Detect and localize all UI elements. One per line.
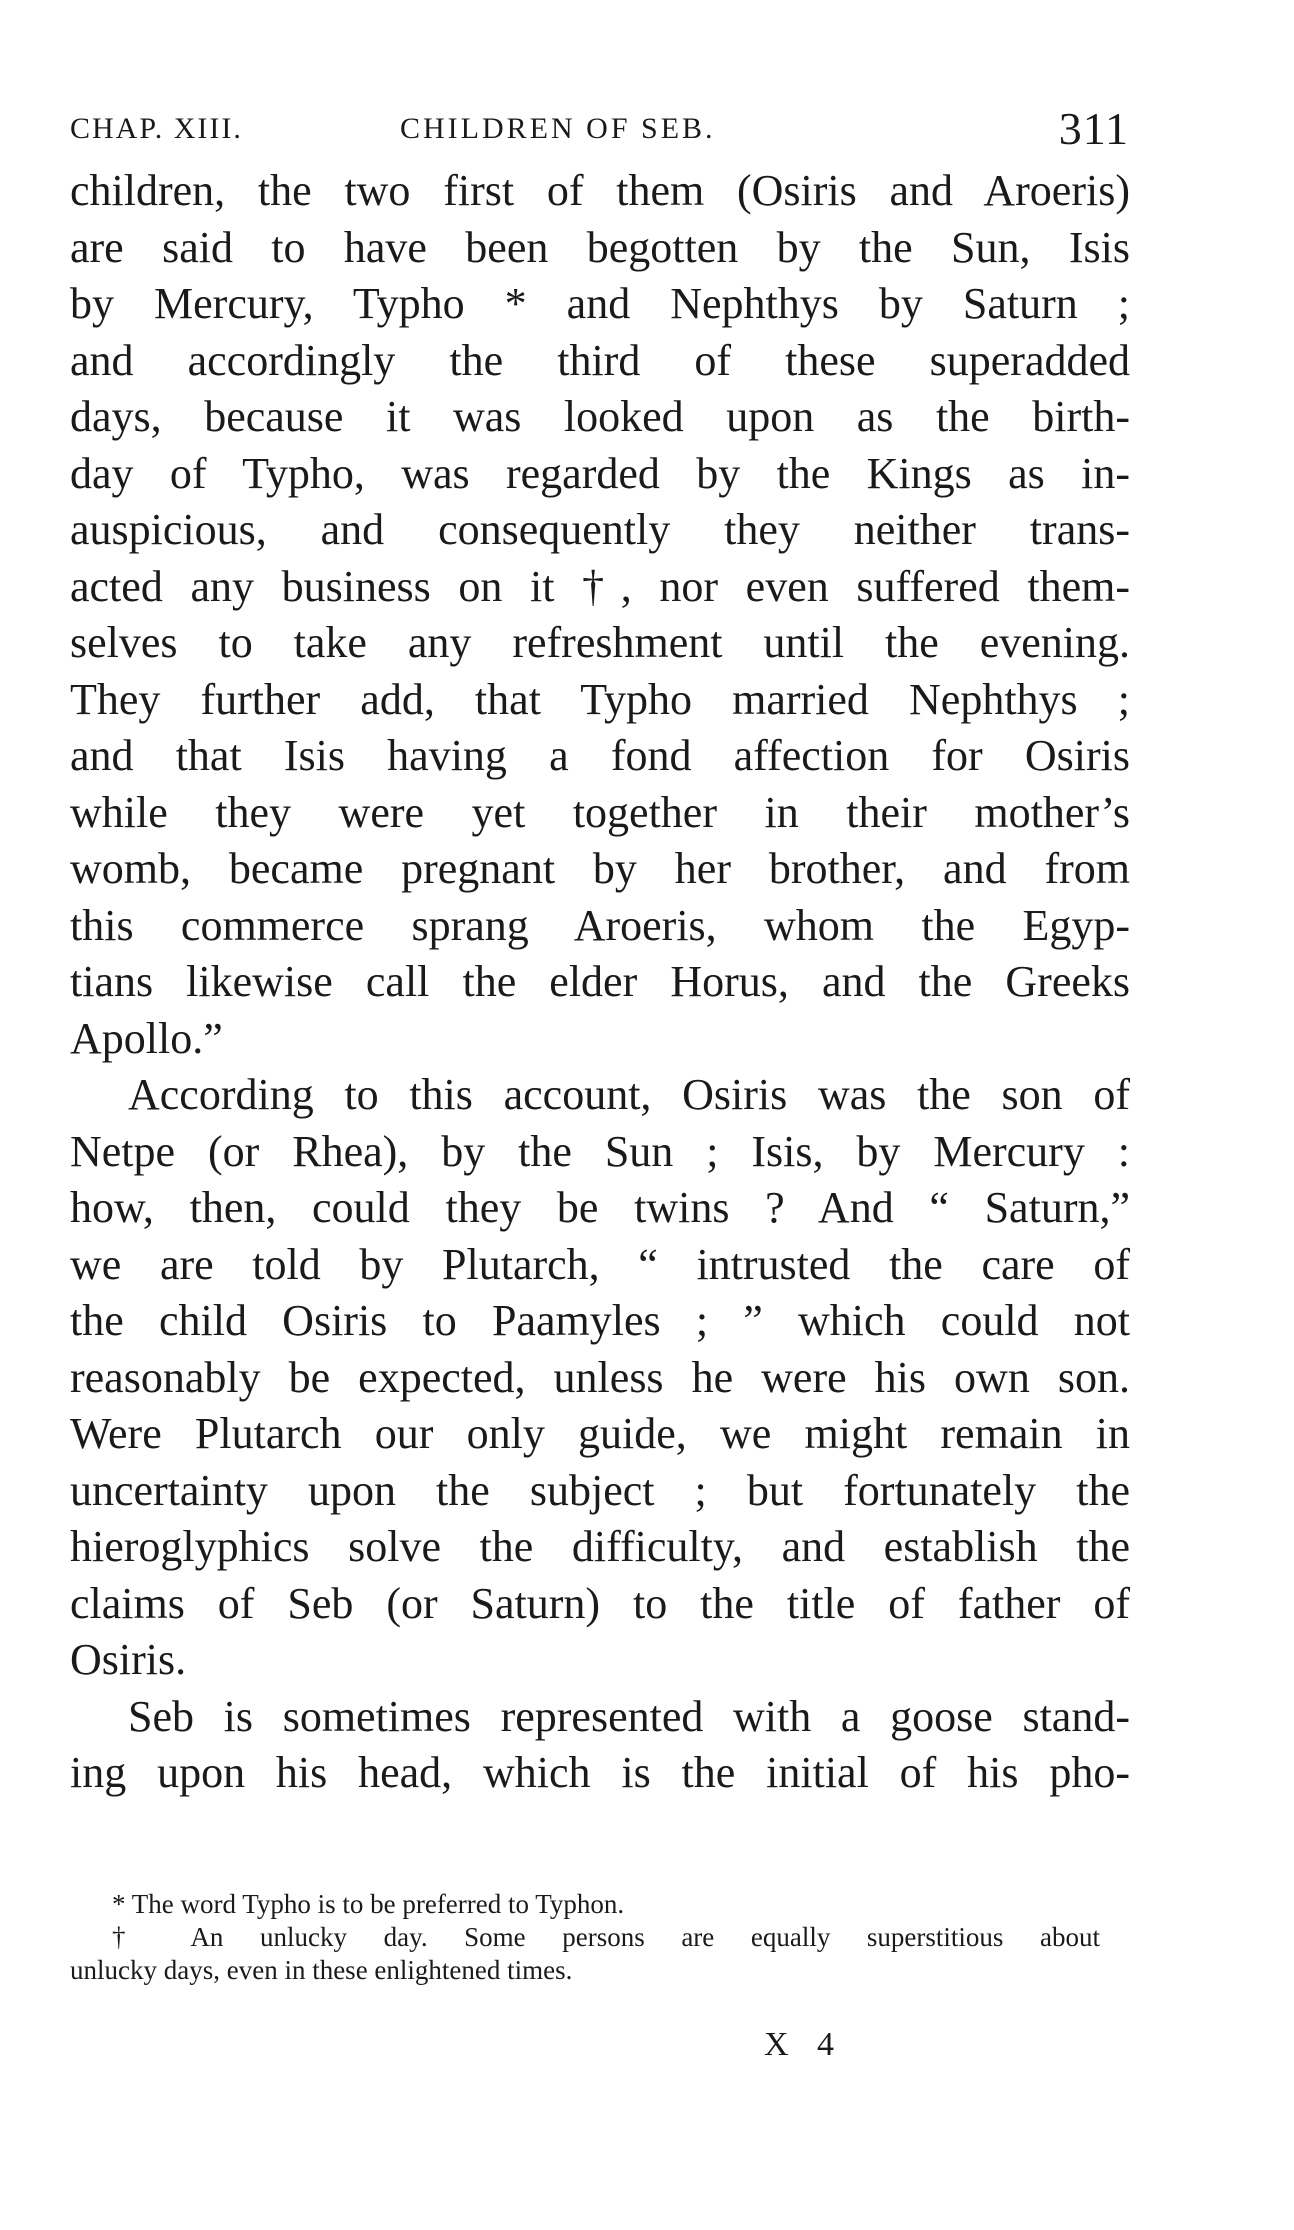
footnote-typho: * The word Typho is to be preferred to Typhon. <box>112 1889 625 1919</box>
signature-mark: X 4 <box>764 2026 845 2063</box>
text-line: ing upon his head, which is the initial of his pho- <box>70 1748 1130 1797</box>
text-line: reasonably be expected, unless he were his own son. <box>70 1352 1130 1402</box>
text-line: claims of Seb (or Saturn) to the title of father of <box>70 1578 1130 1628</box>
text-line: uncertainty upon the subject ; but fortunately the <box>70 1465 1130 1515</box>
text-line: Seb is sometimes represented with a goose stand- <box>128 1691 1130 1741</box>
text-line: selves to take any refreshment until the evening. <box>70 618 1130 667</box>
chapter-label: CHAP. XIII. <box>70 112 243 145</box>
text-line: According to this account, Osiris was the son of <box>128 1070 1130 1119</box>
text-line: hieroglyphics solve the difficulty, and establish the <box>70 1522 1130 1571</box>
text-line: Apollo.” <box>70 1013 223 1063</box>
text-line: by Mercury, Typho * and Nephthys by Saturn ; <box>70 279 1130 328</box>
text-line: Netpe (or Rhea), by the Sun ; Isis, by Mercury : <box>70 1126 1130 1176</box>
text-line: this commerce sprang Aroeris, whom the Egyp- <box>70 900 1130 950</box>
text-line: Osiris. <box>70 1635 187 1684</box>
page-number: 311 <box>1058 103 1129 154</box>
text-line: They further add, that Typho married Nephthys ; <box>70 674 1130 724</box>
footnotes <box>70 1888 1100 1987</box>
text-line: and accordingly the third of these superadded <box>70 335 1130 385</box>
text-line: are said to have been begotten by the Sun, Isis <box>70 222 1130 272</box>
text-line: the child Osiris to Paamyles ; ” which could not <box>70 1296 1130 1345</box>
text-line: children, the two first of them (Osiris and Aroeris) <box>70 166 1130 215</box>
text-line: days, because it was looked upon as the birth- <box>70 392 1130 441</box>
text-line: we are told by Plutarch, “ intrusted the care of <box>70 1239 1130 1289</box>
text-line: acted any business on it †, nor even suffered them- <box>70 561 1130 611</box>
text-line: how, then, could they be twins ? And “ Saturn,” <box>70 1183 1130 1232</box>
text-line: while they were yet together in their mother’s <box>70 787 1130 837</box>
text-line: and that Isis having a fond affection for Osiris <box>70 731 1130 780</box>
text-line: day of Typho, was regarded by the Kings as in- <box>70 448 1130 498</box>
text-line: Were Plutarch our only guide, we might remain in <box>70 1409 1130 1458</box>
running-title: CHILDREN OF SEB. <box>400 112 716 145</box>
running-head <box>70 103 1129 154</box>
footnote-unlucky-day: † An unlucky day. Some persons are equally superstitious about <box>112 1922 1100 1952</box>
text-line: tians likewise call the elder Horus, and the Greeks <box>70 957 1130 1006</box>
text-line: womb, became pregnant by her brother, and from <box>70 844 1130 893</box>
text-line: auspicious, and consequently they neither trans- <box>70 505 1130 554</box>
body-text <box>70 163 1130 1802</box>
footnote-unlucky-day-continued: unlucky days, even in these enlightened times. <box>70 1955 573 1985</box>
